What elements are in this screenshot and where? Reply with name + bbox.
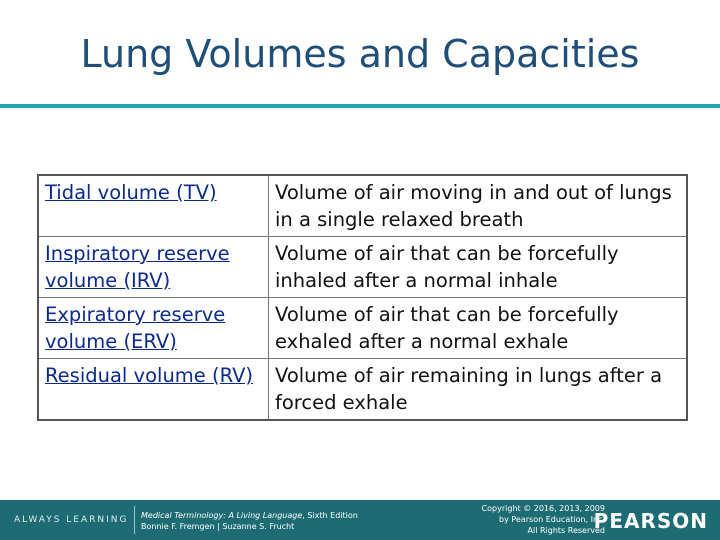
- copyright-line-3: All Rights Reserved: [527, 526, 605, 535]
- pearson-logo: PEARSON: [593, 509, 708, 533]
- definition-cell: Volume of air moving in and out of lungs in a single relaxed breath: [275, 181, 672, 231]
- book-authors: Bonnie F. Fremgen | Suzanne S. Frucht: [141, 522, 295, 531]
- table-row: [38, 237, 687, 298]
- copyright-notice: [435, 503, 605, 536]
- book-title: Medical Terminology: A Living Language: [141, 511, 303, 520]
- term-cell: [38, 298, 269, 359]
- table-row: [38, 298, 687, 359]
- book-citation: [141, 510, 358, 532]
- term-cell: [38, 237, 269, 298]
- title-divider: [0, 104, 720, 108]
- table-row: [38, 175, 687, 237]
- footer-divider: [134, 506, 135, 534]
- definition-cell: Volume of air that can be forcefully exhaled after a normal exhale: [275, 303, 619, 353]
- term-link[interactable]: Inspiratory reserve volume (IRV): [45, 242, 230, 292]
- lung-volumes-table: [37, 174, 688, 421]
- definition-cell: Volume of air remaining in lungs after a forced exhale: [275, 364, 663, 414]
- copyright-line-2: by Pearson Education, Inc.: [499, 515, 605, 524]
- table-row: [38, 359, 687, 421]
- footer-tagline: ALWAYS LEARNING: [14, 515, 129, 525]
- slide-title: Lung Volumes and Capacities: [80, 32, 640, 76]
- term-cell: [38, 175, 269, 237]
- footer-bar: [0, 500, 720, 540]
- term-link[interactable]: Expiratory reserve volume (ERV): [45, 303, 226, 353]
- term-link[interactable]: Tidal volume (TV): [45, 181, 217, 204]
- term-cell: [38, 359, 269, 421]
- copyright-line-1: Copyright © 2016, 2013, 2009: [481, 504, 605, 513]
- term-link[interactable]: Residual volume (RV): [45, 364, 254, 387]
- definition-cell: Volume of air that can be forcefully inhaled after a normal inhale: [275, 242, 619, 292]
- book-edition: , Sixth Edition: [302, 511, 358, 520]
